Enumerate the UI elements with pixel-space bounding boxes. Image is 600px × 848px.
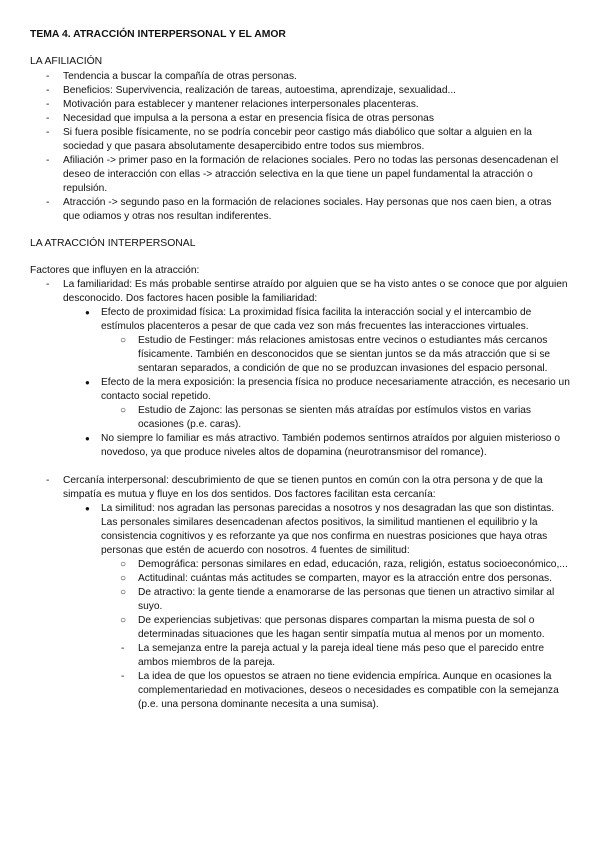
document-title: TEMA 4. ATRACCIÓN INTERPERSONAL Y EL AMOR [30,29,286,40]
circle-bullet: ○ [120,615,127,626]
circle-bullet: ○ [120,559,127,570]
circle-bullet: ○ [120,587,127,598]
section-heading-atraccion: LA ATRACCIÓN INTERPERSONAL [30,238,196,249]
circle-bullet: ○ [120,405,127,416]
dash-bullet: - [46,127,50,138]
list-item: ○ De atractivo: la gente tiende a enamorarse de las personas que tienen un atractivo similar al suyo. [120,587,555,612]
dash-bullet: - [46,197,50,208]
list-item: - Beneficios: Supervivencia, realización de tareas, autoestima, aprendizaje, sexualidad... [46,85,457,96]
list-item: - Motivación para establecer y mantener relaciones interpersonales placenteras. [46,99,419,110]
factor-cercania: - Cercanía interpersonal: descubrimiento de que se tienen puntos en común con la otra persona y de que la simpatía es mutua y fluye en los dos sentidos. Dos factores facilitan esta cercanía: [46,475,543,500]
section-heading-afiliacion: LA AFILIACIÓN [30,56,103,67]
dash-bullet: - [121,671,125,682]
list-item: - La idea de que los opuestos se atraen no tiene evidencia empírica. Aunque en ocasiones la complementariedad en motivaciones, deseos o necesidades es compatible con la semejanza (p.e. una persona dominante necesita a una sumisa). [121,671,559,710]
list-item: ○ De experiencias subjetivas: que personas dispares compartan la misma puesta de sol o determinadas situaciones que les hagan sentir simpatía mutua al menos por un momento. [120,615,545,640]
circle-bullet: ○ [120,335,127,346]
list-item: ○ Demográfica: personas similares en edad, educación, raza, religión, estatus socioeconómico,... [120,559,568,570]
factors-list [30,278,570,460]
list-item: - Si fuera posible físicamente, no se podría concebir peor castigo más diabólico que soltar a alguien en la sociedad y que pasara absolutamente desapercibido entre todos sus miembros. [46,127,532,152]
dot-bullet: ● [85,308,90,317]
list-item: - Afiliación -> primer paso en la formación de relaciones sociales. Pero no todas las personas desencadenan el deseo de interacción con ellas -> atracción selectiva en la que tiene un papel fundamental la atracción o repulsión. [46,155,559,194]
factor-familiaridad: - La familiaridad: Es más probable sentirse atraído por alguien que se ha visto antes o se conoce que por alguien desconocido. Dos factores hacen posible la familiaridad: [46,279,568,304]
list-item: - La semejanza entre la pareja actual y la pareja ideal tiene más peso que el parecido entre ambos miembros de la pareja. [121,643,545,668]
dot-bullet: ● [85,504,90,513]
factors-intro: Factores que influyen en la atracción: [30,265,200,276]
dot-bullet: ● [85,434,90,443]
list-item: ● Efecto de la mera exposición: la presencia física no produce necesariamente atracción, es necesario un contacto social repetido. [85,377,570,402]
dot-bullet: ● [85,378,90,387]
list-item: - Atracción -> segundo paso en la formación de relaciones sociales. Hay personas que nos caen bien, a otras que odiamos y otras nos resultan indiferentes. [46,197,552,222]
dash-bullet: - [46,113,50,124]
dash-bullet: - [46,99,50,110]
list-item: ● No siempre lo familiar es más atractivo. También podemos sentirnos atraídos por alguien misterioso o novedoso, ya que produce niveles altos de dopamina (neurotransmisor del romance). [85,433,561,458]
dash-bullet: - [46,155,50,166]
dash-bullet: - [46,279,50,290]
dash-bullet: - [46,71,50,82]
list-item: ○ Estudio de Festinger: más relaciones amistosas entre vecinos o estudiantes más cercanos físicamente. También en desconocidos que se sientan juntos se da más atracción que si se sentaran separados, a condición de que no se produzcan invasiones del espacio personal. [120,335,551,374]
list-item: ○ Actitudinal: cuántas más actitudes se comparten, mayor es la atracción entre dos personas. [120,573,552,584]
factors-list-continued [30,474,570,712]
list-item: ○ Estudio de Zajonc: las personas se sienten más atraídas por estímulos vistos en varias ocasiones (p.e. caras). [120,405,531,430]
list-item: ● La similitud: nos agradan las personas parecidas a nosotros y nos desagradan las que son distintas. Las personales similares desencadenan afectos positivos, la similitud mantienen el equilibrio y la consistencia cognitivos y es reforzante ya que nos confirma en nuestras posiciones que haya otras personas que estén de acuerdo con nosotros. 4 fuentes de similitud: [85,503,555,556]
dash-bullet: - [46,475,50,486]
dash-bullet: - [121,643,125,654]
spacer [30,460,570,474]
dash-bullet: - [46,85,50,96]
list-item: ● Efecto de proximidad física: La proximidad física facilita la interacción social y el intercambio de estímulos placenteros a pesar de que cada vez son más frecuentes las interacciones virtuales. [85,307,532,332]
afiliacion-list [30,70,570,224]
list-item: - Necesidad que impulsa a la persona a estar en presencia física de otras personas [46,113,434,124]
circle-bullet: ○ [120,573,127,584]
list-item: - Tendencia a buscar la compañía de otras personas. [46,71,297,82]
